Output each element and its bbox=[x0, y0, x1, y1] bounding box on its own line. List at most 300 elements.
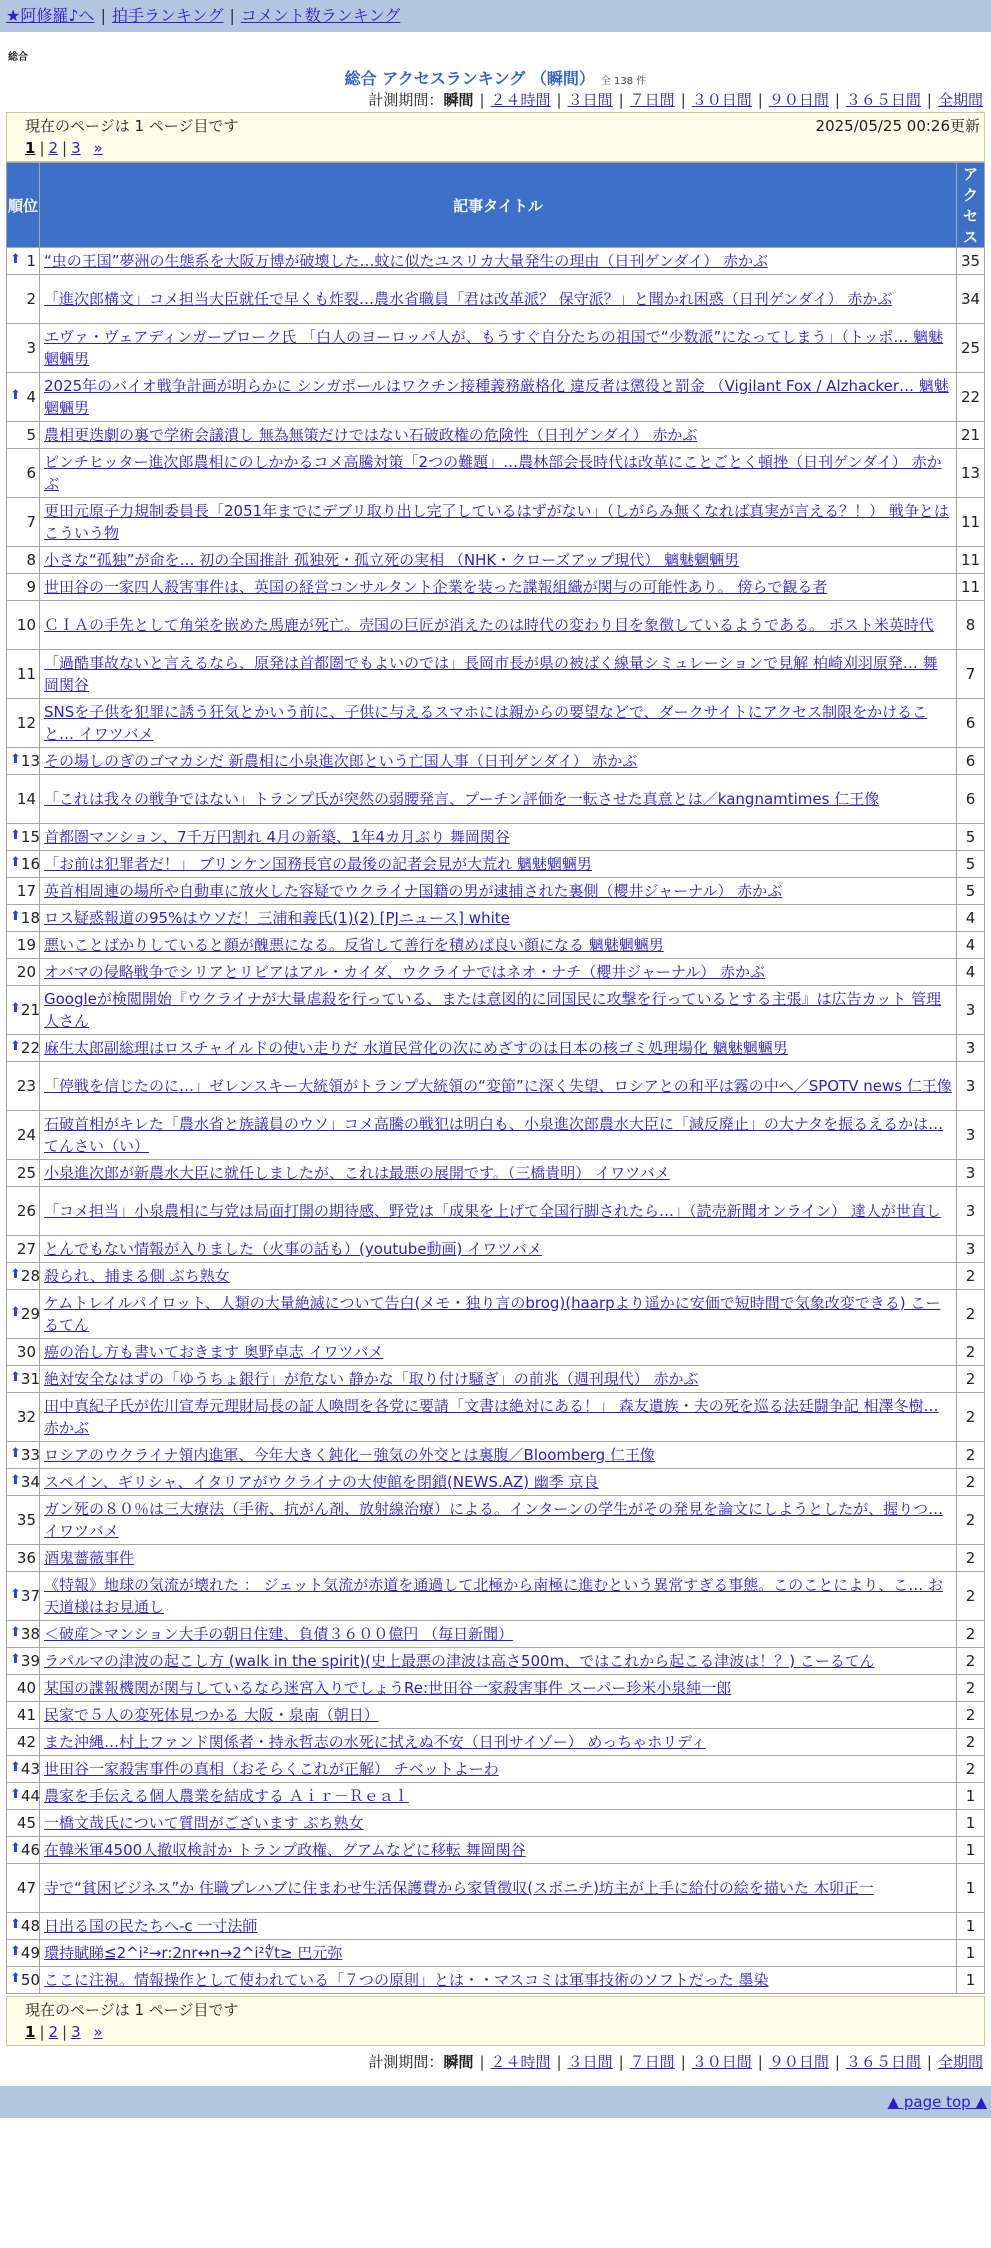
rank-cell bbox=[7, 1572, 40, 1621]
article-link[interactable]: 在韓米軍4500人撤収検討か トランプ政権、グアムなどに移転 舞岡関谷 bbox=[44, 1841, 526, 1859]
access-count: 5 bbox=[957, 851, 985, 878]
article-link[interactable]: 日出る国の民たちへ-c 一寸法師 bbox=[44, 1917, 258, 1935]
period-separator: | bbox=[834, 91, 840, 109]
table-row bbox=[7, 422, 985, 449]
current-page-text: 現在のページは 1 ページ目です bbox=[25, 117, 239, 135]
rank-cell bbox=[7, 650, 40, 699]
page-separator: | bbox=[39, 139, 45, 157]
rank-number: 8 bbox=[26, 551, 36, 569]
rank-number: 37 bbox=[20, 1587, 40, 1605]
period-link-3[interactable]: ３０日間 bbox=[691, 2053, 752, 2071]
updated-timestamp: 2025/05/25 00:26更新 bbox=[815, 117, 980, 135]
rank-cell bbox=[7, 324, 40, 373]
article-link[interactable]: 小泉進次郎が新農水大臣に就任しましたが、これは最悪の展開です。（三橋貴明） イワツバメ bbox=[44, 1164, 670, 1182]
article-link[interactable]: 《特報》地球の気流が壊れた ： ジェット気流が赤道を通過して北極から南極に進むという異常すぎる事態。このことにより、こ… お天道様はお見通し bbox=[44, 1576, 944, 1616]
pager-top bbox=[25, 137, 980, 159]
table-row bbox=[7, 1621, 985, 1648]
rank-number: 29 bbox=[20, 1305, 40, 1323]
access-count: 1 bbox=[957, 1810, 985, 1837]
rank-cell bbox=[7, 1062, 40, 1111]
article-link[interactable]: 殺られ、捕まる側 ぶち熟女 bbox=[44, 1267, 230, 1285]
table-row bbox=[7, 1756, 985, 1783]
article-link[interactable]: 「停戦を信じたのに…」ゼレンスキー大統領がトランプ大統領の“変節”に深く失望、ロシアとの和平は霧の中へ／SPOTV news 仁王像 bbox=[44, 1077, 952, 1095]
table-row bbox=[7, 851, 985, 878]
rank-up-arrow-icon: ⬆ bbox=[10, 1625, 21, 1640]
title-cell bbox=[40, 601, 957, 650]
rank-cell bbox=[7, 574, 40, 601]
rank-number: 39 bbox=[20, 1652, 40, 1670]
access-count: 2 bbox=[957, 1469, 985, 1496]
article-link[interactable]: 酒鬼薔薇事件 bbox=[44, 1549, 135, 1567]
title-cell bbox=[40, 775, 957, 824]
table-row bbox=[7, 248, 985, 275]
table-row bbox=[7, 1545, 985, 1572]
rank-cell bbox=[7, 601, 40, 650]
table-row bbox=[7, 1469, 985, 1496]
table-row bbox=[7, 373, 985, 422]
access-count: 6 bbox=[957, 775, 985, 824]
access-count: 11 bbox=[957, 498, 985, 547]
access-count: 3 bbox=[957, 1187, 985, 1236]
rank-cell bbox=[7, 959, 40, 986]
article-link[interactable]: 英首相周連の場所や自動車に放火した容疑でウクライナ国籍の男が逮捕された裏側（櫻井ジャーナル） 赤かぶ bbox=[44, 882, 783, 900]
table-row bbox=[7, 1810, 985, 1837]
access-count: 2 bbox=[957, 1366, 985, 1393]
rank-number: 45 bbox=[16, 1814, 36, 1832]
rank-up-arrow-icon: ⬆ bbox=[10, 909, 21, 924]
article-link[interactable]: 世田谷の一家四人殺害事件は、英国の経営コンサルタント企業を装った諜報組織が関与の可能性あり。 傍らで観る者 bbox=[44, 578, 828, 596]
access-count: 2 bbox=[957, 1442, 985, 1469]
period-link-4[interactable]: ９０日間 bbox=[768, 2053, 829, 2071]
period-current: 瞬間 bbox=[443, 2053, 474, 2071]
table-row bbox=[7, 1035, 985, 1062]
access-count: 11 bbox=[957, 547, 985, 574]
page-link-2[interactable]: 2 bbox=[48, 2023, 59, 2041]
page-link-3[interactable]: 3 bbox=[71, 2023, 81, 2041]
access-count: 2 bbox=[957, 1545, 985, 1572]
rank-cell bbox=[7, 1160, 40, 1187]
title-cell bbox=[40, 275, 957, 324]
article-link[interactable]: スペイン、ギリシャ、イタリアがウクライナの大使館を閉鎖(NEWS.AZ) 幽季 京良 bbox=[44, 1473, 599, 1491]
title-cell bbox=[40, 1393, 957, 1442]
category-label: 総合 bbox=[8, 52, 28, 63]
link-applause-ranking[interactable]: 拍手ランキング bbox=[111, 6, 224, 25]
table-row bbox=[7, 1062, 985, 1111]
rank-number: 43 bbox=[20, 1760, 40, 1778]
title-cell bbox=[40, 1675, 957, 1702]
table-row bbox=[7, 986, 985, 1035]
article-link[interactable]: 寺で“貧困ビジネス”か 住職プレハブに住まわせ生活保護費から家賃徴収(スポニチ)坊主が上手に給付の絵を描いた 木卯正一 bbox=[44, 1879, 874, 1897]
period-link-5[interactable]: ３６５日間 bbox=[845, 2053, 921, 2071]
title-cell bbox=[40, 1756, 957, 1783]
table-row bbox=[7, 1442, 985, 1469]
access-count: 3 bbox=[957, 1236, 985, 1263]
table-row bbox=[7, 1967, 985, 1994]
table-row bbox=[7, 1496, 985, 1545]
access-count: 34 bbox=[957, 275, 985, 324]
article-link[interactable]: ロス疑惑報道の95%はウソだ！三浦和義氏(1)(2) [PJニュース] white bbox=[44, 909, 510, 927]
period-separator: | bbox=[834, 2053, 840, 2071]
access-count: 21 bbox=[957, 422, 985, 449]
access-count: 2 bbox=[957, 1496, 985, 1545]
title-cell bbox=[40, 932, 957, 959]
title-cell bbox=[40, 1940, 957, 1967]
article-link[interactable]: ガン死の８０％は三大療法（手術、抗がん剤、放射線治療）による。インターンの学生がその発見を論文にしようとしたが、握りつ… イワツバメ bbox=[44, 1500, 944, 1540]
article-link[interactable]: 小さな“孤独”が命を… 初の全国推計 孤独死・孤立死の実相 （NHK・クローズアップ現代） 魑魅魍魎男 bbox=[44, 551, 740, 569]
rank-number: 24 bbox=[16, 1126, 36, 1144]
rank-number: 23 bbox=[16, 1077, 36, 1095]
rank-up-arrow-icon: ⬆ bbox=[10, 1760, 21, 1775]
link-asyura-home[interactable]: ★阿修羅♪へ bbox=[6, 6, 95, 25]
rank-up-arrow-icon: ⬆ bbox=[10, 1971, 21, 1986]
access-count: 3 bbox=[957, 1160, 985, 1187]
table-row bbox=[7, 1393, 985, 1442]
article-link[interactable]: 環持賦睇≦2^i²→r:2nr↔n→2^i²∜t≥ 巴元弥 bbox=[44, 1944, 343, 1962]
access-count: 2 bbox=[957, 1621, 985, 1648]
rank-cell bbox=[7, 1111, 40, 1160]
table-row bbox=[7, 650, 985, 699]
page-link-3[interactable]: 3 bbox=[71, 139, 81, 157]
table-row bbox=[7, 1290, 985, 1339]
title-cell bbox=[40, 748, 957, 775]
article-link[interactable]: 民家で５人の変死体見つかる 大阪・泉南（朝日） bbox=[44, 1706, 379, 1724]
rank-number: 35 bbox=[16, 1511, 36, 1529]
period-separator: | bbox=[926, 2053, 932, 2071]
rank-number: 48 bbox=[20, 1917, 40, 1935]
rank-number: 14 bbox=[16, 790, 36, 808]
access-count: 5 bbox=[957, 878, 985, 905]
rank-up-arrow-icon: ⬆ bbox=[10, 1652, 21, 1667]
rank-number: 27 bbox=[16, 1240, 36, 1258]
article-link[interactable]: ピンチヒッター進次郎農相にのしかかるコメ高騰対策「2つの難題」…農林部会長時代は改革にことごとく頓挫（日刊ゲンダイ） 赤かぶ bbox=[44, 453, 942, 493]
rank-up-arrow-icon: ⬆ bbox=[10, 252, 21, 267]
table-row bbox=[7, 574, 985, 601]
rank-cell bbox=[7, 422, 40, 449]
rank-cell bbox=[7, 851, 40, 878]
rank-number: 15 bbox=[20, 828, 40, 846]
article-link[interactable]: 「コメ担当」小泉農相に与党は局面打開の期待感、野党は「成果を上げて全国行脚されたら…」（読売新聞オンライン） 達人が世直し bbox=[44, 1202, 941, 1220]
rank-number: 41 bbox=[16, 1706, 36, 1724]
rank-cell bbox=[7, 1810, 40, 1837]
table-row bbox=[7, 1913, 985, 1940]
rank-cell bbox=[7, 1783, 40, 1810]
access-count: 2 bbox=[957, 1263, 985, 1290]
table-row bbox=[7, 1729, 985, 1756]
article-link[interactable]: 農相更迭劇の裏で学術会議潰し 無為無策だけではない石破政権の危険性（日刊ゲンダイ） 赤かぶ bbox=[44, 426, 698, 444]
title-cell bbox=[40, 498, 957, 547]
rank-number: 4 bbox=[26, 388, 36, 406]
period-link-4[interactable]: ９０日間 bbox=[768, 91, 829, 109]
access-count: 2 bbox=[957, 1572, 985, 1621]
period-link-2[interactable]: ７日間 bbox=[629, 91, 675, 109]
rank-number: 49 bbox=[20, 1944, 40, 1962]
page-info-bottom bbox=[6, 1996, 985, 2046]
article-link[interactable]: ケムトレイルパイロット、人類の大量絶滅について告白(メモ・独り言のbrog)(haarpより遥かに安価で短時間で気象改変できる) こーるてん bbox=[44, 1294, 941, 1334]
period-current: 瞬間 bbox=[443, 91, 474, 109]
access-count: 4 bbox=[957, 905, 985, 932]
rank-number: 11 bbox=[16, 665, 36, 683]
title-cell bbox=[40, 574, 957, 601]
period-link-1[interactable]: ３日間 bbox=[567, 91, 613, 109]
period-separator: | bbox=[757, 2053, 763, 2071]
table-row bbox=[7, 1940, 985, 1967]
rank-number: 40 bbox=[16, 1679, 36, 1697]
rank-number: 9 bbox=[26, 578, 36, 596]
rank-number: 44 bbox=[20, 1787, 40, 1805]
access-count: 3 bbox=[957, 1035, 985, 1062]
access-count: 2 bbox=[957, 1729, 985, 1756]
article-link[interactable]: 「過酷事故ないと言えるなら、原発は首都圏でもよいのでは」長岡市長が県の被ばく線量シミュレーションで見解 柏崎刈羽原発… 舞岡関谷 bbox=[44, 654, 938, 694]
article-link[interactable]: “虫の王国”夢洲の生態系を大阪万博が破壊した…蚊に似たユスリカ大量発生の理由（日刊ゲンダイ） 赤かぶ bbox=[44, 252, 768, 270]
access-count: 2 bbox=[957, 1756, 985, 1783]
rank-number: 16 bbox=[20, 855, 40, 873]
rank-number: 30 bbox=[16, 1343, 36, 1361]
table-row bbox=[7, 601, 985, 650]
title-cell bbox=[40, 373, 957, 422]
page-title: 総合 アクセスランキング （瞬間） bbox=[344, 69, 595, 88]
access-count: 1 bbox=[957, 1864, 985, 1913]
rank-up-arrow-icon: ⬆ bbox=[10, 1446, 21, 1461]
title-cell bbox=[40, 1913, 957, 1940]
rank-cell bbox=[7, 373, 40, 422]
period-selector-bottom bbox=[6, 2050, 985, 2074]
period-link-5[interactable]: ３６５日間 bbox=[845, 91, 921, 109]
access-count: 4 bbox=[957, 932, 985, 959]
rank-cell bbox=[7, 1496, 40, 1545]
rank-cell bbox=[7, 1940, 40, 1967]
rank-number: 2 bbox=[26, 290, 36, 308]
article-link[interactable]: ＣＩＡの手先として角栄を嵌めた馬鹿が死亡。売国の巨匠が消えたのは時代の変わり目を象徴しているようである。 ポスト米英時代 bbox=[44, 616, 934, 634]
title-cell bbox=[40, 1702, 957, 1729]
article-link[interactable]: 麻生太郎副総理はロスチャイルドの使い走りだ 水道民営化の次にめざすのは日本の核ゴミ処理場化 魑魅魍魎男 bbox=[44, 1039, 788, 1057]
rank-up-arrow-icon: ⬆ bbox=[10, 1370, 21, 1385]
ranking-rows bbox=[7, 248, 985, 1994]
article-link[interactable]: 更田元原子力規制委員長「2051年までにデブリ取り出し完了しているはずがない」（しがらみ無くなれば真実が言える？！） 戦争とはこういう物 bbox=[44, 502, 949, 542]
title-cell bbox=[40, 1864, 957, 1913]
rank-number: 7 bbox=[26, 513, 36, 531]
period-separator: | bbox=[479, 91, 485, 109]
link-comment-ranking[interactable]: コメント数ランキング bbox=[240, 6, 401, 25]
article-link[interactable]: 絶対安全なはずの「ゆうちょ銀行」が危ない 静かな「取り付け騒ぎ」の前兆（週刊現代） 赤かぶ bbox=[44, 1370, 699, 1388]
rank-cell bbox=[7, 1756, 40, 1783]
rank-up-arrow-icon: ⬆ bbox=[10, 1587, 21, 1602]
title-cell bbox=[40, 1160, 957, 1187]
article-link[interactable]: 「進次郎構文」コメ担当大臣就任で早くも炸裂…農水省職員「君は改革派？ 保守派？」と聞かれ困惑（日刊ゲンダイ） 赤かぶ bbox=[44, 290, 893, 308]
period-link-0[interactable]: ２４時間 bbox=[490, 2053, 551, 2071]
rank-number: 28 bbox=[20, 1267, 40, 1285]
access-count: 5 bbox=[957, 824, 985, 851]
access-count: 2 bbox=[957, 1702, 985, 1729]
rank-cell bbox=[7, 449, 40, 498]
title-cell bbox=[40, 824, 957, 851]
title-cell bbox=[40, 1035, 957, 1062]
table-row bbox=[7, 547, 985, 574]
rank-up-arrow-icon: ⬆ bbox=[10, 1841, 21, 1856]
article-link[interactable]: 2025年のバイオ戦争計画が明らかに シンガポールはワクチン接種義務厳格化 違反者は懲役と罰金 （Vigilant Fox / Alzhacker… 魑魅魍魎男 bbox=[44, 377, 949, 417]
table-row bbox=[7, 878, 985, 905]
rank-up-arrow-icon: ⬆ bbox=[10, 828, 21, 843]
period-link-6[interactable]: 全期間 bbox=[937, 91, 983, 109]
title-cell bbox=[40, 324, 957, 373]
page-spacer bbox=[85, 2023, 90, 2041]
rank-cell bbox=[7, 905, 40, 932]
total-count: 全 138 件 bbox=[600, 76, 647, 87]
rank-cell bbox=[7, 1236, 40, 1263]
access-count: 25 bbox=[957, 324, 985, 373]
title-cell bbox=[40, 1290, 957, 1339]
period-link-1[interactable]: ３日間 bbox=[567, 2053, 613, 2071]
period-separator: | bbox=[680, 91, 686, 109]
article-link[interactable]: ＜破産＞マンション大手の朝日住建、負債３６００億円 （毎日新聞） bbox=[44, 1625, 514, 1643]
rank-cell bbox=[7, 547, 40, 574]
table-row bbox=[7, 1339, 985, 1366]
title-cell bbox=[40, 248, 957, 275]
article-link[interactable]: エヴァ・ヴェアディンガーブローク氏 「白人のヨーロッパ人が、もうすぐ自分たちの祖国で“少数派”になってしまう」（トッポ… 魑魅魍魎男 bbox=[44, 328, 944, 368]
rank-number: 47 bbox=[16, 1879, 36, 1897]
access-count: 11 bbox=[957, 574, 985, 601]
rank-cell bbox=[7, 932, 40, 959]
page-info-top bbox=[6, 112, 985, 162]
article-link[interactable]: とんでもない情報が入りました（火事の話も）(youtube動画) イワツバメ bbox=[44, 1240, 542, 1258]
rank-cell bbox=[7, 1913, 40, 1940]
rank-up-arrow-icon: ⬆ bbox=[10, 1305, 21, 1320]
article-link[interactable]: Googleが検閲開始『ウクライナが大量虐殺を行っている、または意図的に同国民に攻撃を行っているとする主張』は広告カット 管理人さん bbox=[44, 990, 942, 1030]
rank-number: 13 bbox=[20, 752, 40, 770]
title-cell bbox=[40, 851, 957, 878]
article-link[interactable]: その場しのぎのゴマカシだ 新農相に小泉進次郎という亡国人事（日刊ゲンダイ） 赤かぶ bbox=[44, 752, 638, 770]
article-link[interactable]: ロシアのウクライナ領内進軍、今年大きく鈍化－強気の外交とは裏腹／Bloomberg 仁王像 bbox=[44, 1446, 655, 1464]
rank-cell bbox=[7, 1290, 40, 1339]
page-separator: | bbox=[62, 2023, 68, 2041]
rank-cell bbox=[7, 775, 40, 824]
title-cell bbox=[40, 1339, 957, 1366]
rank-number: 32 bbox=[16, 1408, 36, 1426]
table-row bbox=[7, 1263, 985, 1290]
page-current: 1 bbox=[25, 2023, 36, 2041]
rank-number: 22 bbox=[20, 1039, 40, 1057]
title-cell bbox=[40, 1837, 957, 1864]
top-nav-bar bbox=[0, 0, 991, 32]
article-link[interactable]: 某国の諜報機関が関与しているなら迷宮入りでしょうRe:世田谷一家殺害事件 スーパー珍米小泉純一郎 bbox=[44, 1679, 732, 1697]
rank-number: 20 bbox=[16, 963, 36, 981]
rank-number: 33 bbox=[20, 1446, 40, 1464]
title-cell bbox=[40, 1621, 957, 1648]
table-row bbox=[7, 1111, 985, 1160]
page-top-link[interactable]: ▲ page top ▲ bbox=[887, 2093, 987, 2111]
table-row bbox=[7, 1837, 985, 1864]
rank-up-arrow-icon: ⬆ bbox=[10, 752, 21, 767]
rank-cell bbox=[7, 1967, 40, 1994]
period-link-0[interactable]: ２４時間 bbox=[490, 91, 551, 109]
title-cell bbox=[40, 959, 957, 986]
rank-cell bbox=[7, 1545, 40, 1572]
rank-cell bbox=[7, 1702, 40, 1729]
title-cell bbox=[40, 1469, 957, 1496]
rank-number: 18 bbox=[20, 909, 40, 927]
article-link[interactable]: 一橋文哉氏について質問がございます ぶち熟女 bbox=[44, 1814, 364, 1832]
rank-cell bbox=[7, 248, 40, 275]
article-link[interactable]: また沖縄…村上ファンド関係者・持永哲志の水死に拭えぬ不安（日刊サイゾー） めっちゃホリディ bbox=[44, 1733, 706, 1751]
rank-cell bbox=[7, 498, 40, 547]
rank-number: 50 bbox=[20, 1971, 40, 1989]
article-link[interactable]: 首都圏マンション、7千万円割れ 4月の新築、1年4カ月ぶり 舞岡関谷 bbox=[44, 828, 510, 846]
title-cell bbox=[40, 1967, 957, 1994]
article-link[interactable]: ここに注視。情報操作として使われている「７つの原則」とは・・マスコミは軍事技術のソフトだった 墨染 bbox=[44, 1971, 769, 1989]
period-label: 計測期間： bbox=[368, 91, 444, 109]
rank-number: 26 bbox=[16, 1202, 36, 1220]
table-row bbox=[7, 1702, 985, 1729]
table-row bbox=[7, 449, 985, 498]
rank-cell bbox=[7, 699, 40, 748]
table-row bbox=[7, 699, 985, 748]
article-link[interactable]: 癌の治し方も書いておきます 奥野卓志 イワツバメ bbox=[44, 1343, 384, 1361]
rank-up-arrow-icon: ⬆ bbox=[10, 1001, 21, 1016]
rank-number: 12 bbox=[16, 714, 36, 732]
rank-number: 25 bbox=[16, 1164, 36, 1182]
rank-up-arrow-icon: ⬆ bbox=[10, 1473, 21, 1488]
period-link-3[interactable]: ３０日間 bbox=[691, 91, 752, 109]
title-cell bbox=[40, 1187, 957, 1236]
rank-cell bbox=[7, 1035, 40, 1062]
period-link-2[interactable]: ７日間 bbox=[629, 2053, 675, 2071]
rank-up-arrow-icon: ⬆ bbox=[10, 1944, 21, 1959]
access-count: 2 bbox=[957, 1675, 985, 1702]
period-separator: | bbox=[757, 91, 763, 109]
article-link[interactable]: 世田谷一家殺害事件の真相（おそらくこれが正解） チベットよーわ bbox=[44, 1760, 499, 1778]
table-row bbox=[7, 775, 985, 824]
rank-cell bbox=[7, 1864, 40, 1913]
page-separator: | bbox=[39, 2023, 45, 2041]
article-link[interactable]: 石破首相がキレた「農水省と族議員のウソ」コメ高騰の戦犯は明白も、小泉進次郎農水大臣に「減反廃止」の大ナタを振るえるかは… てんさい（い） bbox=[44, 1115, 944, 1155]
bottom-bar bbox=[0, 2086, 991, 2118]
article-link[interactable]: 悪いことばかりしていると顔が醜悪になる。反省して善行を積めば良い顔になる 魑魅魍魎男 bbox=[44, 936, 664, 954]
table-row bbox=[7, 1366, 985, 1393]
ranking-table bbox=[6, 162, 985, 1994]
article-link[interactable]: 農家を手伝える個人農業を結成する Ａｉｒ－Ｒｅａｌ bbox=[44, 1787, 409, 1805]
rank-cell bbox=[7, 1366, 40, 1393]
rank-cell bbox=[7, 986, 40, 1035]
nav-separator: | bbox=[229, 6, 235, 25]
page-next-link[interactable]: » bbox=[93, 139, 103, 157]
title-cell bbox=[40, 878, 957, 905]
access-count: 2 bbox=[957, 1393, 985, 1442]
rank-cell bbox=[7, 1469, 40, 1496]
period-link-6[interactable]: 全期間 bbox=[937, 2053, 983, 2071]
article-link[interactable]: 「これは我々の戦争ではない」トランプ氏が突然の弱腰発言、プーチン評価を一転させた真意とは／kangnamtimes 仁王像 bbox=[44, 790, 880, 808]
rank-up-arrow-icon: ⬆ bbox=[10, 1039, 21, 1054]
page-next-link[interactable]: » bbox=[93, 2023, 103, 2041]
article-link[interactable]: 「お前は犯罪者だ！」 ブリンケン国務長官の最後の記者会見が大荒れ 魑魅魍魎男 bbox=[44, 855, 592, 873]
rank-cell bbox=[7, 1393, 40, 1442]
title-cell bbox=[40, 547, 957, 574]
title-cell bbox=[40, 1545, 957, 1572]
article-link[interactable]: オバマの侵略戦争でシリアとリビアはアル・カイダ、ウクライナではネオ・ナチ（櫻井ジャーナル） 赤かぶ bbox=[44, 963, 766, 981]
access-count: 8 bbox=[957, 601, 985, 650]
access-count: 3 bbox=[957, 986, 985, 1035]
table-row bbox=[7, 748, 985, 775]
access-count: 1 bbox=[957, 1967, 985, 1994]
period-separator: | bbox=[926, 91, 932, 109]
article-link[interactable]: 田中真紀子氏が佐川宣寿元理財局長の証人喚問を各党に要請「文書は絶対にある！」 森友遺族・夫の死を巡る法廷闘争記 相澤冬樹… 赤かぶ bbox=[44, 1397, 939, 1437]
access-count: 35 bbox=[957, 248, 985, 275]
title-cell bbox=[40, 1783, 957, 1810]
rank-cell bbox=[7, 748, 40, 775]
table-row bbox=[7, 498, 985, 547]
page-separator: | bbox=[62, 139, 68, 157]
page-link-2[interactable]: 2 bbox=[48, 139, 59, 157]
article-link[interactable]: SNSを子供を犯罪に誘う狂気とかいう前に、子供に与えるスマホには親からの要望などで、ダークサイトにアクセス制限をかけること… イワツバメ bbox=[44, 703, 928, 743]
article-link[interactable]: ラパルマの津波の起こし方 (walk in the spirit)(史上最悪の津波は高さ500m、ではこれから起こる津波は！？) こーるてん bbox=[44, 1652, 875, 1670]
